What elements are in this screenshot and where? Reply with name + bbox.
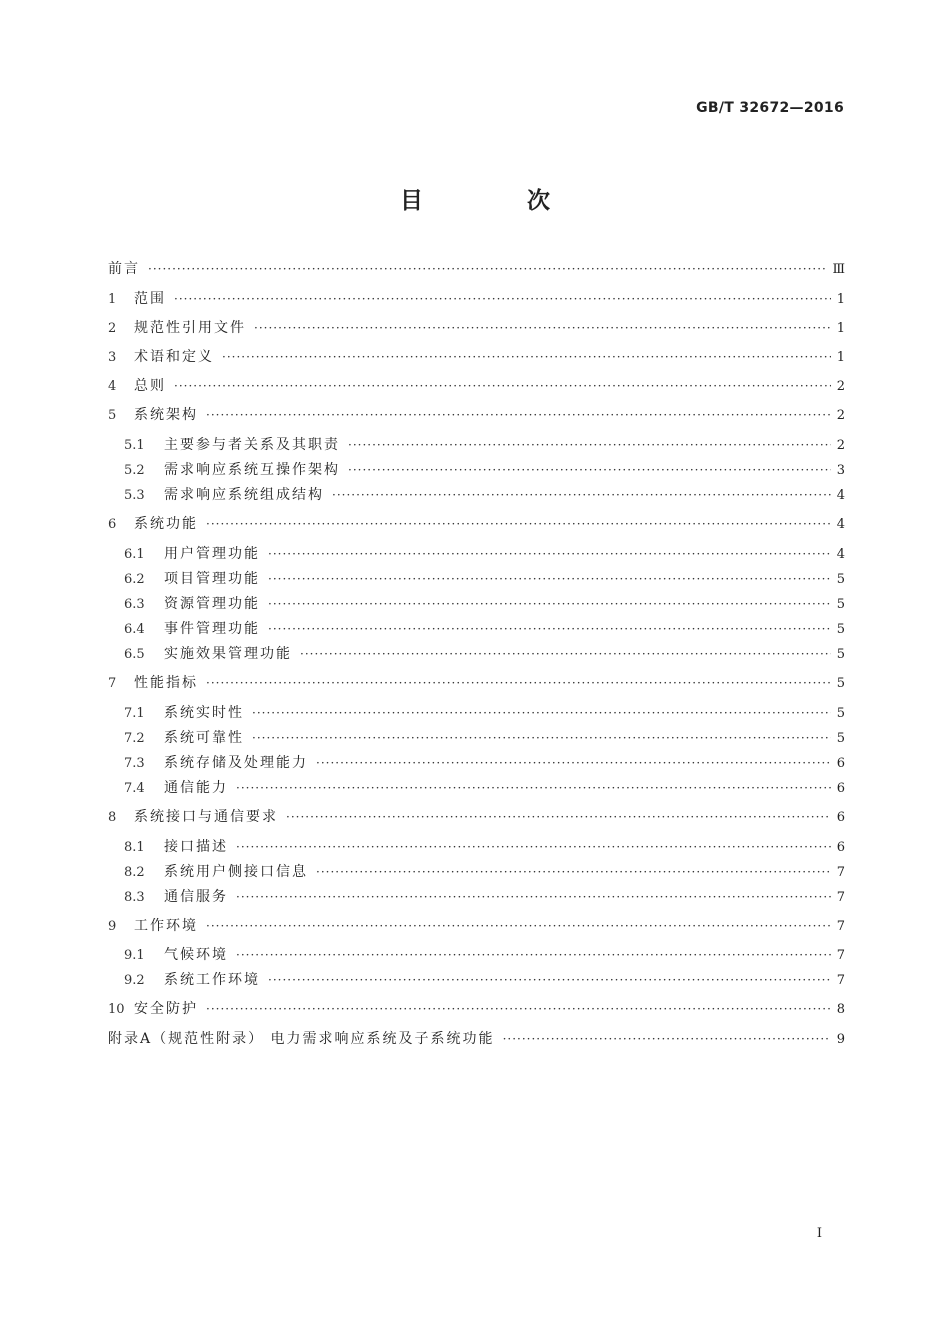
toc-entry-page: 6 (836, 840, 845, 855)
toc-entry-page: 7 (836, 919, 845, 934)
toc-entry-number: 8.3 (124, 890, 145, 905)
toc-entry-title: 规范性引用文件 (134, 320, 246, 336)
dot-leader (286, 810, 831, 824)
toc-entry-page: 1 (836, 321, 845, 336)
dot-leader (268, 572, 831, 586)
dot-leader (236, 840, 831, 854)
toc-entry-page: 5 (836, 731, 845, 746)
toc-entry-number: 8.2 (124, 865, 145, 880)
dot-leader (268, 547, 831, 561)
dot-leader (268, 973, 831, 987)
toc-entry-title: 系统接口与通信要求 (134, 809, 278, 825)
toc-entry-title: 通信能力 (164, 780, 228, 796)
toc-entry-title: 事件管理功能 (164, 621, 260, 637)
toc-entry[interactable] (108, 752, 845, 778)
toc-entry[interactable] (108, 806, 845, 832)
dot-leader (148, 262, 826, 276)
toc-entry-title: 项目管理功能 (164, 571, 260, 587)
dot-leader (332, 488, 831, 502)
toc-entry-number: 6.2 (124, 572, 145, 587)
dot-leader (236, 948, 831, 962)
dot-leader (236, 781, 831, 795)
toc-entry-page: 9 (836, 1032, 845, 1047)
toc-entry[interactable] (108, 702, 845, 728)
toc-entry-page: 7 (836, 973, 845, 988)
toc-entry-number: 6.4 (124, 622, 145, 637)
toc-entry-title: 接口描述 (164, 839, 228, 855)
toc-entry[interactable] (108, 861, 845, 887)
toc-entry-number: 6.5 (124, 647, 145, 662)
toc-entry-page: 8 (836, 1002, 845, 1017)
toc-entry[interactable] (108, 727, 845, 753)
toc-entry[interactable] (108, 643, 845, 669)
toc-entry[interactable] (108, 434, 845, 460)
toc-entry-title: 用户管理功能 (164, 546, 260, 562)
toc-entry-title: 实施效果管理功能 (164, 646, 292, 662)
dot-leader (206, 919, 831, 933)
toc-entry[interactable] (108, 543, 845, 569)
toc-entry-page: 6 (836, 810, 845, 825)
dot-leader (174, 292, 831, 306)
toc-entry[interactable] (108, 484, 845, 510)
toc-entry-page: 4 (836, 488, 845, 503)
toc-entry-number: 6.3 (124, 597, 145, 612)
toc-entry-page: Ⅲ (832, 262, 845, 277)
toc-entry-number: 7.3 (124, 756, 145, 771)
toc-entry-number: 5.1 (124, 438, 145, 453)
toc-entry-page: 5 (836, 622, 845, 637)
toc-entry-number: 7.1 (124, 706, 145, 721)
toc-entry-title: 通信服务 (164, 889, 228, 905)
toc-entry-number: 4 (108, 379, 117, 394)
toc-entry-page: 1 (836, 350, 845, 365)
dot-leader (348, 438, 831, 452)
toc-entry[interactable] (108, 404, 845, 430)
toc-entry-page: 4 (836, 517, 845, 532)
toc-entry[interactable] (108, 886, 845, 912)
toc-entry-number: 5 (108, 408, 117, 423)
toc-entry-title: 安全防护 (134, 1001, 198, 1017)
toc-entry-title: 系统可靠性 (164, 730, 244, 746)
toc-entry-title: 需求响应系统组成结构 (164, 487, 324, 503)
dot-leader (348, 463, 831, 477)
toc-entry-number: 7.4 (124, 781, 145, 796)
toc-entry-number: 9 (108, 919, 117, 934)
toc-entry-page: 5 (836, 706, 845, 721)
toc-entry-page: 1 (836, 292, 845, 307)
toc-entry-number: 8.1 (124, 840, 145, 855)
toc-entry[interactable] (108, 459, 845, 485)
toc-entry-page: 7 (836, 948, 845, 963)
toc-entry-number: 5.3 (124, 488, 145, 503)
toc-entry-title: 系统存储及处理能力 (164, 755, 308, 771)
toc-entry-page: 6 (836, 756, 845, 771)
toc-entry[interactable] (108, 1028, 845, 1054)
toc-entry-number: 3 (108, 350, 117, 365)
toc-entry[interactable] (108, 593, 845, 619)
toc-entry[interactable] (108, 346, 845, 372)
toc-entry[interactable] (108, 288, 845, 314)
dot-leader (222, 350, 831, 364)
toc-entry-title: 气候环境 (164, 947, 228, 963)
toc-entry-title: 需求响应系统互操作架构 (164, 462, 340, 478)
toc-entry[interactable] (108, 944, 845, 970)
toc-entry-title: 前言 (108, 261, 140, 277)
toc-entry-title: 术语和定义 (134, 349, 214, 365)
toc-entry-title: 系统功能 (134, 516, 198, 532)
dot-leader (316, 865, 831, 879)
toc-entry-page: 5 (836, 647, 845, 662)
dot-leader (206, 517, 831, 531)
toc-entry[interactable] (108, 568, 845, 594)
toc-entry-page: 6 (836, 781, 845, 796)
dot-leader (268, 622, 831, 636)
page-number: Ⅰ (816, 1226, 822, 1241)
toc-entry-title: 系统用户侧接口信息 (164, 864, 308, 880)
toc-entry-title: 系统实时性 (164, 705, 244, 721)
toc-entry-title: 系统工作环境 (164, 972, 260, 988)
standard-code: GB/T 32672—2016 (696, 100, 844, 116)
toc-entry-page: 5 (836, 572, 845, 587)
toc-entry[interactable] (108, 915, 845, 941)
toc-entry-number: 6 (108, 517, 117, 532)
toc-entry-number: 7.2 (124, 731, 145, 746)
toc-entry-number: 8 (108, 810, 117, 825)
dot-leader (206, 676, 831, 690)
toc-entry-page: 5 (836, 597, 845, 612)
toc-entry[interactable] (108, 258, 845, 284)
toc-entry[interactable] (108, 672, 845, 698)
toc-entry-page: 7 (836, 865, 845, 880)
toc-entry-title: 资源管理功能 (164, 596, 260, 612)
dot-leader (252, 706, 831, 720)
toc-entry[interactable] (108, 375, 845, 401)
dot-leader (503, 1032, 831, 1046)
toc-entry-title: 总则 (134, 378, 166, 394)
dot-leader (206, 1002, 831, 1016)
toc-entry-page: 4 (836, 547, 845, 562)
toc-entry-title: 附录A（规范性附录） 电力需求响应系统及子系统功能 (108, 1031, 495, 1047)
toc-entry[interactable] (108, 618, 845, 644)
toc-entry-number: 2 (108, 321, 117, 336)
toc-entry-number: 5.2 (124, 463, 145, 478)
toc-entry-page: 2 (836, 438, 845, 453)
toc-entry-number: 1 (108, 292, 117, 307)
toc-entry-page: 2 (836, 408, 845, 423)
toc-entry-page: 2 (836, 379, 845, 394)
toc-entry-title: 主要参与者关系及其职责 (164, 437, 340, 453)
dot-leader (174, 379, 831, 393)
toc-entry-number: 7 (108, 676, 117, 691)
toc-entry-number: 6.1 (124, 547, 145, 562)
toc-entry[interactable] (108, 317, 845, 343)
toc-entry-page: 7 (836, 890, 845, 905)
page-title: 目 次 (399, 188, 598, 214)
dot-leader (206, 408, 831, 422)
dot-leader (252, 731, 831, 745)
toc-entry[interactable] (108, 836, 845, 862)
toc-entry-number: 9.2 (124, 973, 145, 988)
toc-entry-page: 5 (836, 676, 845, 691)
toc-entry-title: 范围 (134, 291, 166, 307)
toc-entry-title: 工作环境 (134, 918, 198, 934)
toc-entry-number: 10 (108, 1002, 125, 1017)
dot-leader (254, 321, 831, 335)
toc-entry[interactable] (108, 998, 845, 1024)
toc-entry[interactable] (108, 513, 845, 539)
toc-entry[interactable] (108, 777, 845, 803)
toc-entry-page: 3 (836, 463, 845, 478)
dot-leader (268, 597, 831, 611)
toc-entry-title: 系统架构 (134, 407, 198, 423)
dot-leader (316, 756, 831, 770)
toc-entry[interactable] (108, 969, 845, 995)
dot-leader (236, 890, 831, 904)
dot-leader (300, 647, 831, 661)
toc-entry-title: 性能指标 (134, 675, 198, 691)
toc-entry-number: 9.1 (124, 948, 145, 963)
